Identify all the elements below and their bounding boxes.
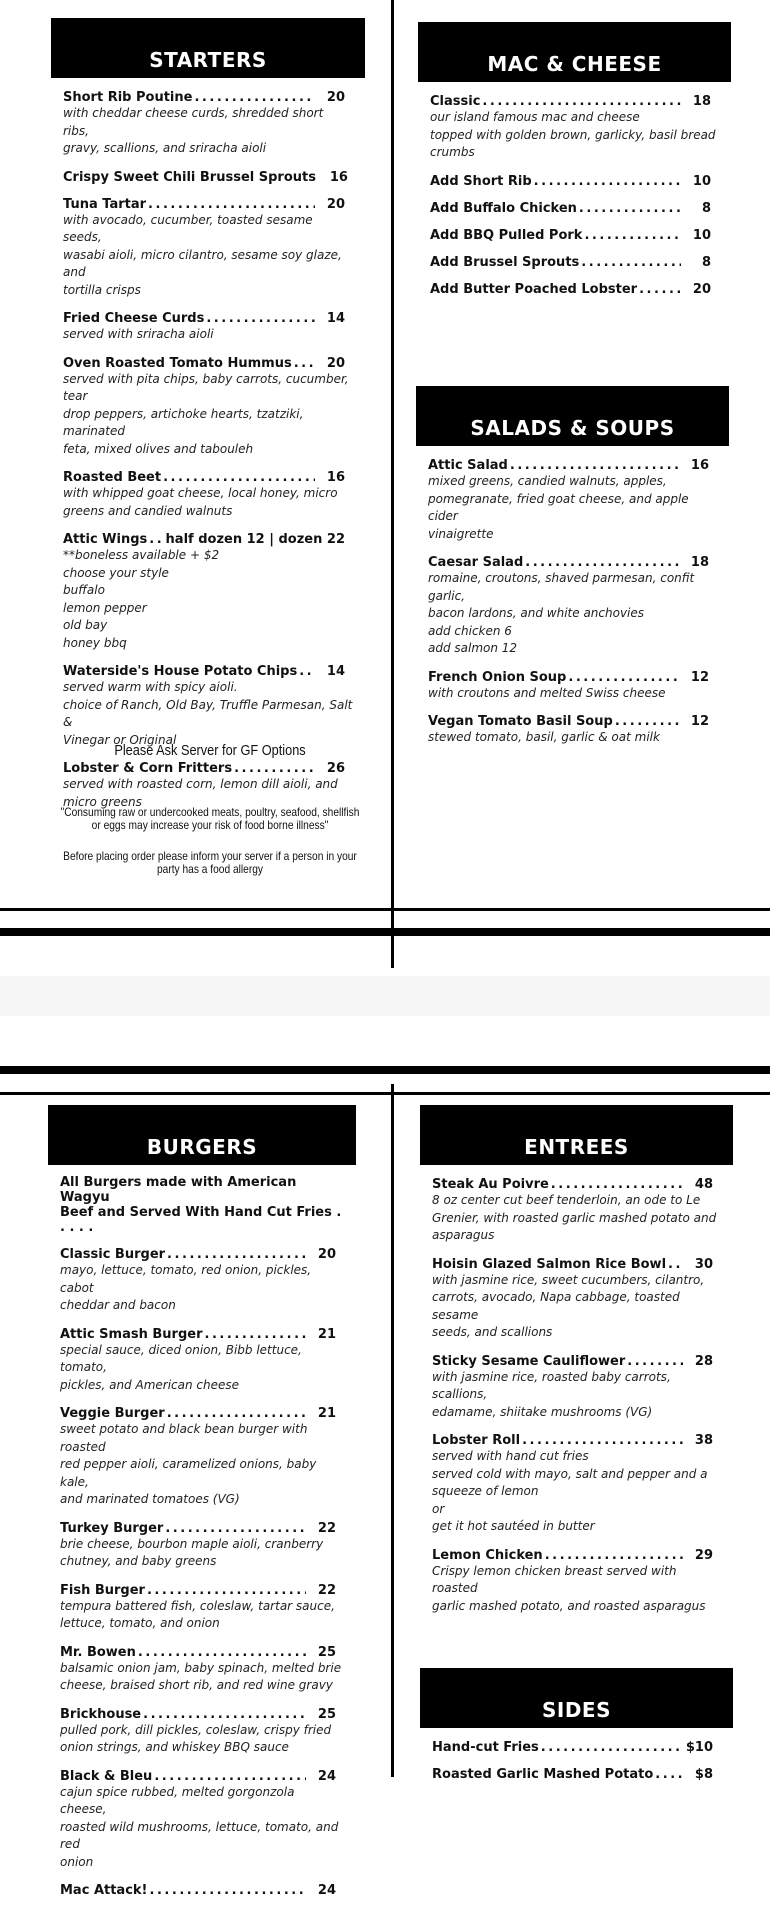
menu-item-description: with cheddar cheese curds, shredded short ribs, <box>63 106 324 138</box>
menu-item-description: stewed tomato, basil, garlic & oat milk <box>428 730 660 744</box>
burgers-intro-dots: . . . . . <box>60 1205 342 1235</box>
leader-dots <box>194 90 315 105</box>
menu-item-line <box>63 664 353 679</box>
menu-item-name: Lobster Roll <box>432 1433 521 1448</box>
menu-item-name: Sticky Sesame Cauliflower <box>432 1353 626 1369</box>
leader-dots <box>294 356 315 371</box>
menu-item <box>63 664 353 749</box>
leader-dots <box>149 532 163 547</box>
entrees-list <box>420 1165 733 1615</box>
menu-item-name: Hoisin Glazed Salmon Rice Bowl <box>432 1256 667 1272</box>
menu-item-price: 25 <box>317 1706 336 1722</box>
menu-item-description: micro greens <box>63 794 142 809</box>
menu-item-description: garlic mashed potato, and roasted asparagus <box>432 1598 706 1613</box>
menu-item-name: Fish Burger <box>60 1582 145 1598</box>
menu-item-description: lettuce, tomato, and onion <box>60 1616 220 1630</box>
menu-item-description: vinaigrette <box>428 526 494 541</box>
menu-item <box>432 1354 721 1422</box>
salads-list <box>416 446 729 747</box>
menu-item-name: Add Short Rib <box>430 173 532 189</box>
menu-item-line <box>428 555 717 570</box>
menu-item-name: Attic Wings <box>63 532 148 547</box>
leader-dots <box>525 555 679 570</box>
menu-item-description: served with roasted corn, lemon dill aioli, and <box>63 777 338 791</box>
menu-item-description: pulled pork, dill pickles, coleslaw, crispy fried <box>60 1722 332 1737</box>
menu-item-price: 10 <box>692 173 711 189</box>
menu-item-description: and marinated tomatoes (VG) <box>60 1492 240 1506</box>
menu-item <box>63 761 353 811</box>
menu-item-price: 8 <box>701 254 711 270</box>
leader-dots <box>655 1767 683 1782</box>
menu-item-description: topped with golden brown, garlicky, basil bread <box>430 127 716 142</box>
salads-title: SALADS & SOUPS <box>416 386 729 446</box>
menu-item-name: Lobster & Corn Fritters <box>63 761 233 776</box>
menu-item <box>430 201 719 216</box>
menu-item <box>430 228 719 243</box>
menu-item-price: 22 <box>317 1582 336 1598</box>
menu-item-description: gravy, scallions, and sriracha aioli <box>63 141 267 155</box>
menu-item-name: Steak Au Poivre <box>432 1177 549 1192</box>
menu-item-line <box>428 458 717 473</box>
menu-item-name: Waterside's House Potato Chips <box>63 664 298 679</box>
mac-cheese-section <box>418 22 731 309</box>
menu-item-description: 8 oz center cut beef tenderloin, an ode to Le <box>432 1193 701 1207</box>
menu-item-name: Add Brussel Sprouts <box>430 254 580 270</box>
menu-item-description: Vinegar or Original <box>63 732 177 747</box>
menu-item-line <box>63 170 353 185</box>
menu-item <box>60 1883 344 1898</box>
leader-dots <box>482 94 681 109</box>
mac-cheese-list <box>418 82 731 297</box>
menu-item-line <box>432 1433 721 1448</box>
leader-dots <box>581 255 681 270</box>
menu-item-name: Brickhouse <box>60 1706 142 1722</box>
leader-dots <box>584 228 681 243</box>
menu-item-description: red pepper aioli, caramelized onions, baby kale, <box>60 1457 317 1489</box>
menu-item-description: carrots, avocado, Napa cabbage, toasted sesame <box>432 1290 680 1322</box>
menu-item-price: 28 <box>694 1353 713 1369</box>
menu-item-name: Black & Bleu <box>60 1768 153 1784</box>
menu-item-line <box>60 1521 344 1536</box>
menu-item-line <box>63 761 353 776</box>
menu-item-name: Mr. Bowen <box>60 1644 136 1660</box>
menu-item-description: served with sriracha aioli <box>63 327 214 341</box>
menu-item-description: choose your style <box>63 565 169 580</box>
menu-item <box>428 714 717 747</box>
leader-dots <box>545 1548 683 1563</box>
menu-item-description: sweet potato and black bean burger with roasted <box>60 1422 308 1454</box>
page-gap <box>0 976 770 1016</box>
menu-item <box>428 458 717 543</box>
menu-item-description: cajun spice rubbed, melted gorgonzola cheese, <box>60 1784 295 1816</box>
menu-item-name: Oven Roasted Tomato Hummus <box>63 355 292 371</box>
menu-item-line <box>432 1354 721 1369</box>
menu-item <box>432 1257 721 1342</box>
menu-item-description: **boneless available + $2 <box>63 548 220 562</box>
menu-item-price: 16 <box>690 458 709 473</box>
menu-item-description: edamame, shiitake mushrooms (VG) <box>432 1404 653 1419</box>
menu-item-line <box>430 174 719 189</box>
menu-item-name: Turkey Burger <box>60 1520 164 1536</box>
menu-item <box>63 532 353 652</box>
column-divider-bottom <box>391 1084 394 1777</box>
salads-section <box>416 386 729 759</box>
menu-item-line <box>60 1769 344 1784</box>
menu-item-price: 14 <box>326 311 345 326</box>
menu-item-price: 22 <box>317 1520 336 1536</box>
starters-title: STARTERS <box>51 18 365 78</box>
menu-item-name: Fried Cheese Curds <box>63 311 205 326</box>
menu-item-price: 38 <box>694 1433 713 1448</box>
menu-item <box>60 1247 344 1315</box>
menu-item-price: 12 <box>690 714 709 729</box>
menu-item-description: seeds, and scallions <box>432 1325 553 1339</box>
menu-item-line <box>430 282 719 297</box>
menu-item-price: 18 <box>692 94 711 109</box>
menu-item-price: 21 <box>317 1326 336 1342</box>
menu-item-name: French Onion Soup <box>428 669 567 685</box>
menu-item-line <box>432 1548 721 1563</box>
menu-item-description: tempura battered fish, coleslaw, tartar sauce, <box>60 1598 335 1613</box>
menu-item-price: 24 <box>317 1768 336 1784</box>
leader-dots <box>627 1354 683 1369</box>
menu-item-line <box>430 201 719 216</box>
menu-item-price: 8 <box>701 200 711 216</box>
menu-item-description: asparagus <box>432 1228 495 1242</box>
leader-dots <box>154 1769 306 1784</box>
menu-item-price: 12 <box>690 669 709 685</box>
menu-item-line <box>430 255 719 270</box>
menu-item-name: Classic Burger <box>60 1247 166 1262</box>
leader-dots <box>522 1433 683 1448</box>
menu-item-line <box>432 1740 721 1755</box>
menu-item <box>430 255 719 270</box>
menu-item-line <box>60 1883 344 1898</box>
menu-item-name: Classic <box>430 94 481 109</box>
leader-dots <box>149 1883 306 1898</box>
menu-item-price: 16 <box>326 470 345 485</box>
menu-item-description: honey bbq <box>63 635 127 650</box>
menu-item-price: 26 <box>326 761 345 776</box>
menu-item-description: add salmon 12 <box>428 641 518 655</box>
menu-item <box>63 170 353 185</box>
menu-item-description: crumbs <box>430 145 475 159</box>
menu-item-description: with croutons and melted Swiss cheese <box>428 685 666 700</box>
menu-item-description: choice of Ranch, Old Bay, Truffle Parmesan, Salt & <box>63 697 353 729</box>
burgers-intro-text: Beef and Served With Hand Cut Fries <box>60 1205 332 1220</box>
horizontal-rule-2 <box>0 928 770 936</box>
gf-note: Please Ask Server for GF Options <box>114 742 306 759</box>
horizontal-rule-4 <box>0 1092 770 1095</box>
menu-item-price: 14 <box>326 664 345 679</box>
menu-item-price: 25 <box>317 1644 336 1660</box>
menu-item <box>428 670 717 703</box>
menu-item-price: 30 <box>694 1256 713 1272</box>
menu-item-description: with jasmine rice, roasted baby carrots, scallions, <box>432 1369 671 1401</box>
menu-item-name: Add Buffalo Chicken <box>430 200 577 216</box>
menu-item-name: Hand-cut Fries <box>432 1740 539 1755</box>
column-divider-top <box>391 0 394 968</box>
leader-dots <box>206 311 315 326</box>
menu-item-line <box>63 311 353 326</box>
menu-item-line <box>432 1257 721 1272</box>
menu-item-name: Roasted Beet <box>63 470 162 485</box>
menu-item-name: Attic Salad <box>428 458 508 473</box>
leader-dots <box>165 1521 306 1536</box>
leader-dots <box>551 1177 683 1192</box>
menu-item-description: get it hot sautéed in butter <box>432 1519 595 1533</box>
leader-dots <box>568 670 679 685</box>
menu-item-line <box>63 90 353 105</box>
menu-item-line <box>430 228 719 243</box>
entrees-section <box>420 1105 733 1627</box>
leader-dots <box>167 1247 306 1262</box>
menu-item-description: squeeze of lemon <box>432 1484 539 1498</box>
menu-item-description: or <box>432 1501 445 1516</box>
menu-item-description: onion strings, and whiskey BBQ sauce <box>60 1740 289 1754</box>
menu-item-description: with whipped goat cheese, local honey, micro <box>63 486 338 500</box>
menu-item-line <box>63 470 353 485</box>
menu-item <box>432 1177 721 1245</box>
leader-dots <box>147 1583 306 1598</box>
menu-item-line <box>432 1767 721 1782</box>
menu-item-description: pickles, and American cheese <box>60 1377 240 1392</box>
menu-item <box>432 1433 721 1536</box>
menu-item-name: Short Rib Poutine <box>63 90 193 105</box>
menu-item <box>430 282 719 297</box>
menu-item-price: 20 <box>326 196 345 212</box>
menu-item-description: wasabi aioli, micro cilantro, sesame soy glaze, and <box>63 247 342 279</box>
menu-item-name: Add Butter Poached Lobster <box>430 281 638 297</box>
menu-item-description: served warm with spicy aioli. <box>63 680 238 694</box>
menu-item-description: special sauce, diced onion, Bibb lettuce, tomato, <box>60 1342 302 1374</box>
menu-item-description: tortilla crisps <box>63 282 141 297</box>
menu-item-price: $10 <box>685 1740 713 1755</box>
menu-item-description: brie cheese, bourbon maple aioli, cranberry <box>60 1536 324 1551</box>
menu-item <box>60 1645 344 1695</box>
menu-item <box>432 1740 721 1755</box>
menu-item <box>60 1707 344 1757</box>
menu-item <box>63 311 353 344</box>
menu-item <box>60 1406 344 1509</box>
menu-item <box>430 174 719 189</box>
menu-item-line <box>60 1707 344 1722</box>
menu-item-name: Veggie Burger <box>60 1406 165 1421</box>
mac-cheese-title: MAC & CHEESE <box>418 22 731 82</box>
menu-item-name: Tuna Tartar <box>63 196 147 212</box>
burgers-title: BURGERS <box>48 1105 356 1165</box>
menu-item-line <box>60 1327 344 1342</box>
menu-item-description: romaine, croutons, shaved parmesan, confit garlic, <box>428 571 695 603</box>
menu-item-name: Attic Smash Burger <box>60 1326 203 1342</box>
menu-item-description: Crispy lemon chicken breast served with roasted <box>432 1563 677 1595</box>
leader-dots <box>205 1327 307 1342</box>
leader-dots <box>639 282 681 297</box>
menu-item-description: old bay <box>63 618 108 632</box>
menu-item-name: Caesar Salad <box>428 555 524 570</box>
menu-item-line <box>428 670 717 685</box>
menu-item-line <box>60 1247 344 1262</box>
menu-item-line <box>63 356 353 371</box>
menu-item-line <box>428 714 717 729</box>
menu-item-price: 18 <box>690 555 709 570</box>
sides-title: SIDES <box>420 1668 733 1728</box>
leader-dots <box>579 201 681 216</box>
menu-item <box>63 197 353 300</box>
menu-item-description: drop peppers, artichoke hearts, tzatziki, marinated <box>63 406 304 438</box>
menu-item-description: Grenier, with roasted garlic mashed potato and <box>432 1210 717 1225</box>
menu-item-line <box>432 1177 721 1192</box>
menu-item-price: half dozen 12 | dozen 22 <box>165 532 345 547</box>
menu-item-price: 20 <box>317 1247 336 1262</box>
menu-item-price: 20 <box>692 281 711 297</box>
leader-dots <box>167 1406 306 1421</box>
menu-item-price: 16 <box>329 169 348 185</box>
consumer-advisory: "Consuming raw or undercooked meats, poultry, seafood, shellfish or eggs may increase your risk of food borne illness" <box>60 805 360 832</box>
menu-item-description: mixed greens, candied walnuts, apples, <box>428 474 667 488</box>
menu-item-price: 48 <box>694 1177 713 1192</box>
horizontal-rule-1 <box>0 908 770 911</box>
burgers-intro-line-1: All Burgers made with American Wagyu <box>60 1175 297 1205</box>
burgers-section <box>48 1105 356 1910</box>
entrees-title: ENTREES <box>420 1105 733 1165</box>
leader-dots <box>668 1257 683 1272</box>
menu-item-name: Vegan Tomato Basil Soup <box>428 714 613 729</box>
menu-item-name: Add BBQ Pulled Pork <box>430 227 583 243</box>
menu-item-description: with jasmine rice, sweet cucumbers, cilantro, <box>432 1272 705 1287</box>
menu-item-description: lemon pepper <box>63 600 147 615</box>
menu-item-description: buffalo <box>63 583 105 597</box>
menu-item-name: Crispy Sweet Chili Brussel Sprouts <box>63 169 316 185</box>
menu-item <box>428 555 717 658</box>
horizontal-rule-3 <box>0 1066 770 1074</box>
leader-dots <box>234 761 315 776</box>
menu-item-description: mayo, lettuce, tomato, red onion, pickles, cabot <box>60 1263 312 1295</box>
menu-item-description: feta, mixed olives and tabouleh <box>63 441 254 456</box>
menu-item-description: served with pita chips, baby carrots, cucumber, tear <box>63 371 349 403</box>
menu-item <box>63 470 353 520</box>
menu-item-description: our island famous mac and cheese <box>430 110 640 124</box>
leader-dots <box>138 1645 306 1660</box>
leader-dots <box>148 197 315 212</box>
menu-item-price: 10 <box>692 227 711 243</box>
menu-item-price: 21 <box>317 1406 336 1421</box>
menu-item-description: served cold with mayo, salt and pepper and a <box>432 1466 708 1481</box>
menu-item <box>60 1327 344 1395</box>
menu-item-price: 29 <box>694 1547 713 1563</box>
leader-dots <box>299 664 315 679</box>
burgers-intro-line-2 <box>60 1205 344 1235</box>
menu-item-line <box>60 1406 344 1421</box>
menu-item-description: balsamic onion jam, baby spinach, melted brie <box>60 1660 342 1675</box>
menu-item-description: onion <box>60 1854 94 1869</box>
menu-item-name: Lemon Chicken <box>432 1547 543 1563</box>
menu-item-price: $8 <box>694 1767 713 1782</box>
menu-item-description: cheese, braised short rib, and red wine gravy <box>60 1678 333 1692</box>
leader-dots <box>163 470 315 485</box>
menu-item-description: chutney, and baby greens <box>60 1554 217 1568</box>
menu-item <box>60 1521 344 1571</box>
starters-list <box>51 78 365 811</box>
leader-dots <box>541 1740 683 1755</box>
burgers-list <box>48 1247 356 1898</box>
menu-item-description: cheddar and bacon <box>60 1298 176 1312</box>
menu-item <box>63 90 353 158</box>
starters-section <box>51 18 365 823</box>
menu-item <box>430 94 719 162</box>
allergy-note: Before placing order please inform your server if a person in your party has a food allergy <box>63 849 357 876</box>
menu-item-description: add chicken 6 <box>428 623 512 638</box>
menu-item-name: Roasted Garlic Mashed Potato <box>432 1767 654 1782</box>
leader-dots <box>143 1707 306 1722</box>
menu-item-description: bacon lardons, and white anchovies <box>428 606 645 620</box>
leader-dots <box>615 714 679 729</box>
menu-item-price: 20 <box>326 355 345 371</box>
menu-item-line <box>430 94 719 109</box>
menu-item-description: served with hand cut fries <box>432 1449 589 1463</box>
leader-dots <box>534 174 681 189</box>
leader-dots <box>510 458 679 473</box>
menu-item <box>432 1548 721 1616</box>
menu-item-line <box>60 1583 344 1598</box>
sides-list <box>420 1728 733 1782</box>
menu-item-line <box>63 197 353 212</box>
menu-item-description: pomegranate, fried goat cheese, and apple cider <box>428 491 689 523</box>
menu-item-description: with avocado, cucumber, toasted sesame seeds, <box>63 212 313 244</box>
menu-item-price: 24 <box>317 1883 336 1898</box>
menu-item <box>432 1767 721 1782</box>
menu-item <box>60 1769 344 1872</box>
menu-item-line <box>63 532 353 547</box>
menu-item-name: Mac Attack! <box>60 1883 148 1898</box>
menu-item <box>63 356 353 459</box>
menu-item-description: greens and candied walnuts <box>63 503 233 518</box>
menu-item-price: 20 <box>326 90 345 105</box>
sides-section <box>420 1668 733 1794</box>
menu-item <box>60 1583 344 1633</box>
menu-item-line <box>60 1645 344 1660</box>
menu-item-description: roasted wild mushrooms, lettuce, tomato, and red <box>60 1819 339 1851</box>
